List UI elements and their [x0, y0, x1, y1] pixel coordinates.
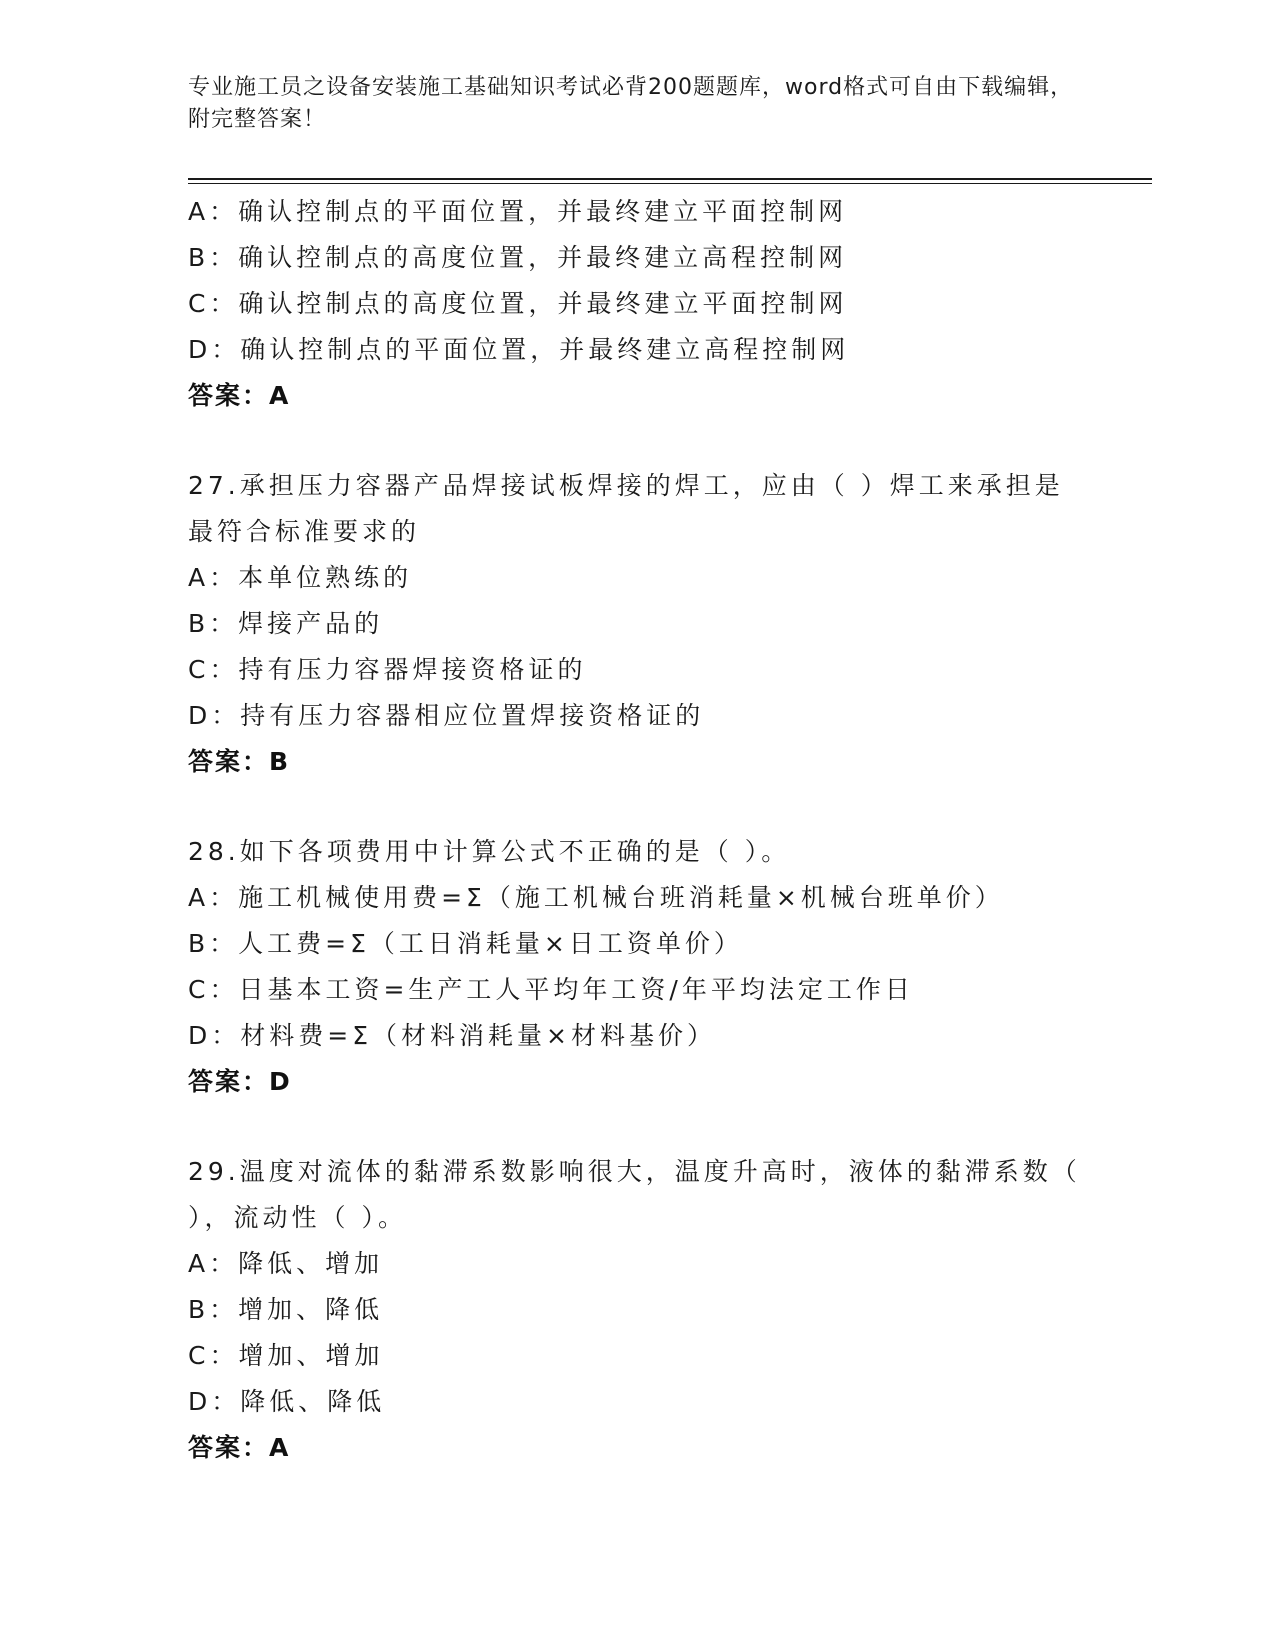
- spacer: [188, 785, 1088, 829]
- question-stem-continued: ），流动性（ ）。: [188, 1203, 407, 1232]
- header-rule-thick: [188, 178, 1152, 180]
- answer: 答案：A: [188, 1433, 291, 1462]
- answer: 答案：D: [188, 1067, 292, 1096]
- question-29: [188, 1149, 1088, 1471]
- option-a: A：本单位熟练的: [188, 563, 413, 592]
- question-stem: 28.如下各项费用中计算公式不正确的是（ ）。: [188, 837, 791, 866]
- option-d: D：材料费=Σ（材料消耗量×材料基价）: [188, 1021, 716, 1050]
- spacer: [188, 1105, 1088, 1149]
- option-c: C：增加、增加: [188, 1341, 384, 1370]
- option-a: A：降低、增加: [188, 1249, 384, 1278]
- option-b: B：人工费=Σ（工日消耗量×日工资单价）: [188, 929, 743, 958]
- option-d: D：确认控制点的平面位置，并最终建立高程控制网: [188, 335, 850, 364]
- header-rule-thin: [188, 183, 1152, 184]
- spacer: [188, 419, 1088, 463]
- option-b: B：确认控制点的高度位置，并最终建立高程控制网: [188, 243, 848, 272]
- answer: 答案：A: [188, 381, 291, 410]
- option-c: C：确认控制点的高度位置，并最终建立平面控制网: [188, 289, 848, 318]
- question-stem: 27.承担压力容器产品焊接试板焊接的焊工，应由（ ）焊工来承担是: [188, 471, 1064, 500]
- option-b: B：增加、降低: [188, 1295, 384, 1324]
- document-header: 专业施工员之设备安装施工基础知识考试必背200题题库，word格式可自由下载编辑，附完整答案！: [188, 75, 1074, 132]
- question-list: [188, 189, 1088, 1471]
- option-d: D：持有压力容器相应位置焊接资格证的: [188, 701, 705, 730]
- option-b: B：焊接产品的: [188, 609, 384, 638]
- option-a: A：施工机械使用费=Σ（施工机械台班消耗量×机械台班单价）: [188, 883, 1004, 912]
- option-a: A：确认控制点的平面位置，并最终建立平面控制网: [188, 197, 848, 226]
- question-28: [188, 829, 1088, 1105]
- question-stem: 29.温度对流体的黏滞系数影响很大，温度升高时，液体的黏滞系数（: [188, 1157, 1081, 1186]
- question-26-fragment: [188, 189, 1088, 419]
- option-d: D：降低、降低: [188, 1387, 386, 1416]
- question-stem-continued: 最符合标准要求的: [188, 517, 421, 546]
- option-c: C：持有压力容器焊接资格证的: [188, 655, 587, 684]
- question-27: [188, 463, 1088, 785]
- option-c: C：日基本工资=生产工人平均年工资/年平均法定工作日: [188, 975, 914, 1004]
- answer: 答案：B: [188, 747, 291, 776]
